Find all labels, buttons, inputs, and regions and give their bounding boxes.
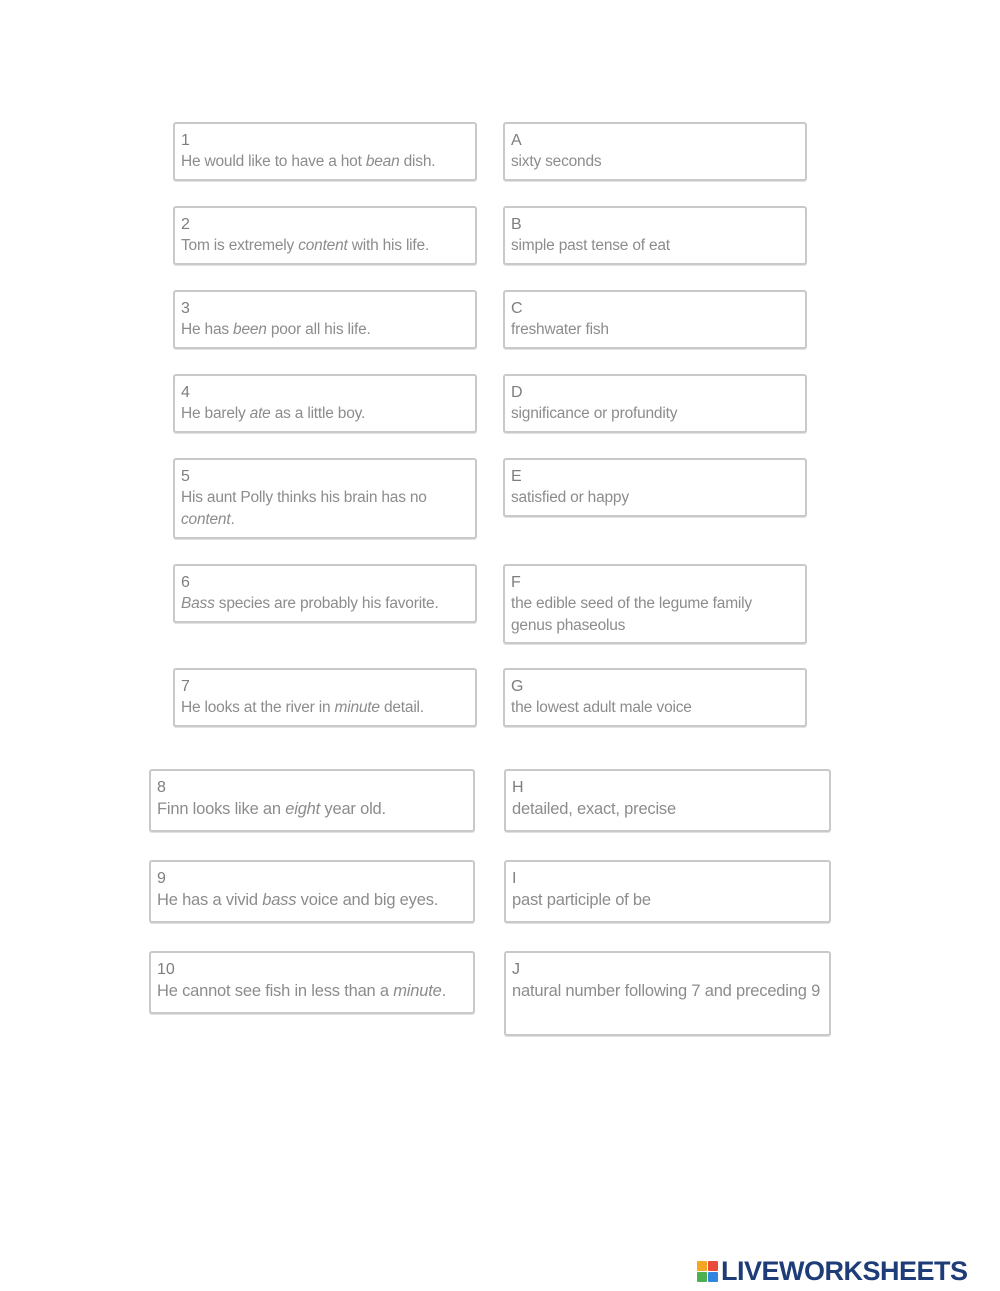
definition-card-c[interactable]: [503, 290, 807, 349]
sentence-card-4[interactable]: [173, 374, 477, 433]
sentence-text: He barely ate as a little boy.: [181, 405, 366, 422]
definition-letter: A: [511, 132, 522, 149]
sentence-card-3[interactable]: [173, 290, 477, 349]
definition-text: freshwater fish: [511, 321, 609, 338]
definition-letter: D: [511, 384, 523, 401]
definition-card-g[interactable]: [503, 668, 807, 727]
sentence-text: Finn looks like an eight year old.: [157, 800, 386, 818]
definition-letter: J: [512, 961, 520, 978]
sentence-text: He cannot see fish in less than a minute.: [157, 982, 446, 1000]
sentence-number: 10: [157, 961, 175, 978]
sentence-card-7[interactable]: [173, 668, 477, 727]
definition-card-i[interactable]: [504, 860, 831, 923]
sentence-number: 9: [157, 870, 166, 887]
sentence-number: 4: [181, 384, 190, 401]
sentence-number: 7: [181, 678, 190, 695]
sentence-number: 8: [157, 779, 166, 796]
logo-block: [708, 1261, 718, 1271]
definition-text: significance or profundity: [511, 405, 678, 422]
definition-letter: F: [511, 574, 521, 591]
definition-text: natural number following 7 and preceding 9: [512, 982, 821, 1000]
definition-card-d[interactable]: [503, 374, 807, 433]
sentence-number: 2: [181, 216, 190, 233]
definition-letter: E: [511, 468, 522, 485]
definition-text: sixty seconds: [511, 153, 602, 170]
definition-text: detailed, exact, precise: [512, 800, 676, 818]
definition-letter: C: [511, 300, 523, 317]
logo-block: [697, 1261, 707, 1271]
sentence-number: 5: [181, 468, 190, 485]
sentence-text: His aunt Polly thinks his brain has no content.: [181, 489, 427, 528]
definition-card-b[interactable]: [503, 206, 807, 265]
sentence-text: He has a vivid bass voice and big eyes.: [157, 891, 439, 909]
sentence-card-6[interactable]: [173, 564, 477, 623]
definition-letter: B: [511, 216, 522, 233]
definition-text: the edible seed of the legume family genus phaseolus: [511, 595, 752, 634]
sentence-text: He has been poor all his life.: [181, 321, 371, 338]
sentence-text: Bass species are probably his favorite.: [181, 595, 439, 612]
sentence-number: 1: [181, 132, 190, 149]
definition-card-a[interactable]: [503, 122, 807, 181]
definition-text: simple past tense of eat: [511, 237, 670, 254]
sentence-number: 6: [181, 574, 190, 591]
definition-letter: H: [512, 779, 524, 796]
definition-text: satisfied or happy: [511, 489, 629, 506]
sentence-number: 3: [181, 300, 190, 317]
logo-block: [708, 1272, 718, 1282]
sentence-text: Tom is extremely content with his life.: [181, 237, 430, 254]
definition-card-f[interactable]: [503, 564, 807, 644]
logo-blocks-icon: [697, 1261, 718, 1282]
sentence-card-9[interactable]: [149, 860, 475, 923]
definition-card-e[interactable]: [503, 458, 807, 517]
definition-card-j[interactable]: [504, 951, 831, 1036]
definition-letter: G: [511, 678, 524, 695]
sentence-card-2[interactable]: [173, 206, 477, 265]
definition-card-h[interactable]: [504, 769, 831, 832]
sentence-card-10[interactable]: [149, 951, 475, 1014]
liveworksheets-logo: [697, 1256, 968, 1286]
definition-text: past participle of be: [512, 891, 651, 909]
sentence-card-5[interactable]: [173, 458, 477, 539]
sentence-card-1[interactable]: [173, 122, 477, 181]
definition-letter: I: [512, 870, 517, 887]
definition-text: the lowest adult male voice: [511, 699, 692, 716]
sentence-text: He looks at the river in minute detail.: [181, 699, 424, 716]
logo-text: LIVEWORKSHEETS: [721, 1256, 968, 1286]
logo-block: [697, 1272, 707, 1282]
sentence-text: He would like to have a hot bean dish.: [181, 153, 436, 170]
sentence-card-8[interactable]: [149, 769, 475, 832]
